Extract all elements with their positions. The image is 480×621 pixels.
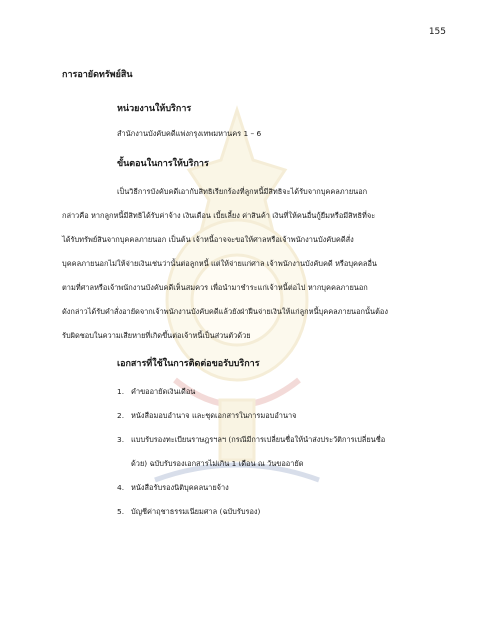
item-number: 3. (117, 435, 125, 444)
procedure-line: บุคคลภายนอกไม่ให้จ่ายเงินเช่นว่านั้นต่อลูกหนี้ แต่ให้จ่ายแก่ศาล เจ้าพนักงานบังคับคดี หรือบุคคลอื่น (62, 259, 377, 268)
item-text: ด้วย) ฉบับรับรองเอกสารไม่เกิน 1 เดือน ณ วันขออายัด (131, 459, 304, 468)
documents-heading: เอกสารที่ใช้ในการติดต่อขอรับบริการ (117, 359, 260, 369)
item-text: บัญชีค่าฤชาธรรมเนียมศาล (ฉบับรับรอง) (131, 507, 261, 516)
item-number: 1. (117, 387, 125, 396)
item-text: คำขออายัดเงินเดือน (131, 387, 196, 396)
item-text: หนังสือมอบอำนาจ และชุดเอกสารในการมอบอำนาจ (131, 411, 297, 420)
procedure-line: ดังกล่าวได้รับคำสั่งอายัดจากเจ้าพนักงานบังคับคดีแล้วยังฝ่าฝืนจ่ายเงินให้แก่ลูกหนี้บุคคลภายนอกนั้นต้อง (62, 307, 388, 316)
document-item (117, 506, 260, 518)
procedure-line: รับผิดชอบในความเสียหายที่เกิดขึ้นต่อเจ้าหนี้เป็นส่วนตัวด้วย (62, 331, 251, 340)
procedure-line: ได้รับทรัพย์สินจากบุคคลภายนอก เป็นต้น เจ้าหนี้อาจจะขอให้ศาลหรือเจ้าพนักงานบังคับคดีสั่ง (62, 235, 354, 244)
document-item (117, 410, 296, 422)
procedure-line: กล่าวคือ หากลูกหนี้มีสิทธิได้รับค่าจ้าง เงินเดือน เบี้ยเลี้ยง ค่าสินค้า เงินที่ให้คนอื่นกู้ยืมหรือมีสิทธิที่จะ (62, 211, 376, 220)
document-item (117, 434, 385, 446)
item-number: 4. (117, 483, 125, 492)
procedure-heading: ขั้นตอนในการให้บริการ (117, 159, 209, 169)
procedure-line: ตามที่ศาลหรือเจ้าพนักงานบังคับคดีเห็นสมควร เพื่อนำมาชำระแก่เจ้าหนี้ต่อไป หากบุคคลภายนอก (62, 283, 368, 292)
document-item-continued (117, 458, 304, 470)
section-title: การอายัดทรัพย์สิน (62, 70, 133, 80)
document-item (117, 386, 195, 398)
procedure-line: เป็นวิธีการบังคับคดีเอากับสิทธิเรียกร้องที่ลูกหนี้มีสิทธิจะได้รับจากบุคคลภายนอก (117, 187, 368, 196)
item-text: แบบรับรองทะเบียนราษฎรฯลฯ (กรณีมีการเปลี่ยนชื่อให้นำส่งประวัติการเปลี่ยนชื่อ (131, 435, 386, 444)
service-unit-text: สำนักงานบังคับคดีแพ่งกรุงเทพมหานคร 1 – 6 (117, 129, 262, 138)
item-number: 2. (117, 411, 125, 420)
service-unit-heading: หน่วยงานให้บริการ (117, 104, 192, 114)
page-number: 155 (428, 27, 446, 37)
item-text: หนังสือรับรองนิติบุคคลนายจ้าง (131, 483, 229, 492)
item-number: 5. (117, 507, 125, 516)
document-item (117, 482, 229, 494)
